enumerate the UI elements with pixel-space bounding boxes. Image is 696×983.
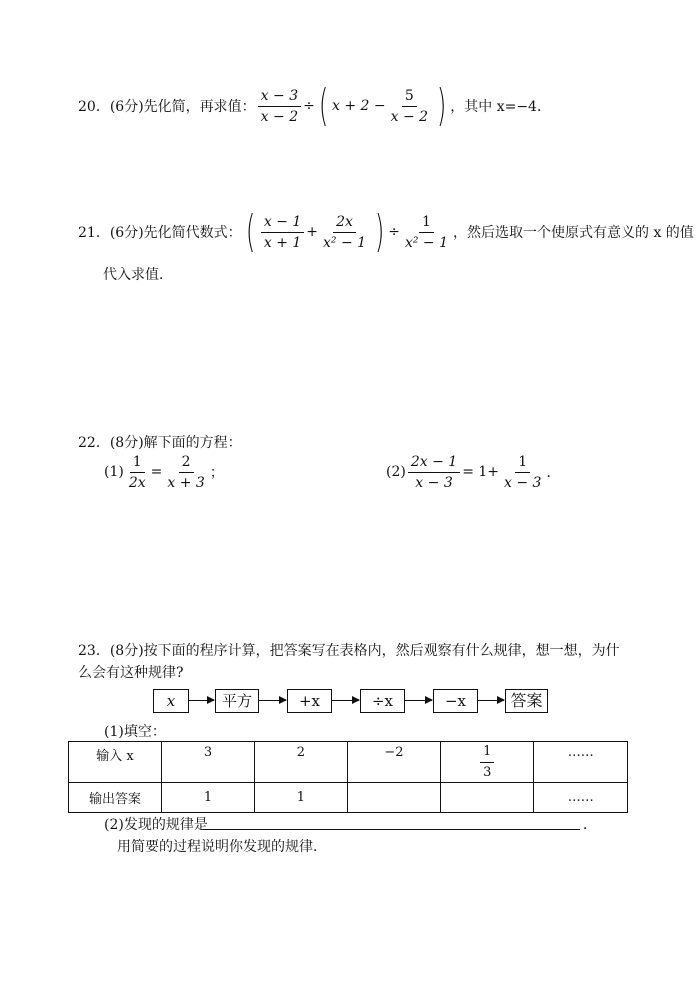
answer-blank-line[interactable] [203,829,580,830]
part-label: (1) [104,464,124,480]
flow-box-square: 平方 [215,689,259,713]
denominator: 3 [483,764,492,780]
answer-table [68,741,628,813]
question-tail: ，其中 x=−4． [450,99,551,115]
denominator: 2x [128,474,146,491]
row-header-input: 输入 x [69,742,162,783]
flow-arrow [259,700,286,701]
subquestion-1: (1)填空： [104,724,166,740]
flow-arrow [332,700,359,701]
fraction [408,454,460,491]
question-23-line1 [78,640,620,660]
flow-box-add-x: +x [287,689,332,713]
equation-end: ． [546,465,561,481]
numerator: 1 [419,214,434,233]
table-cell-ellipsis: …… [534,783,628,813]
answer-blank-cell[interactable] [347,783,440,813]
fraction [164,454,207,491]
flow-arrow [405,700,432,701]
equation-end: ； [209,465,224,481]
denominator: x + 3 [167,474,205,491]
numerator: x − 3 [258,88,301,107]
numerator: 2 [179,454,194,473]
table-cell: 3 [162,742,255,783]
table-cell-ellipsis: …… [534,742,628,783]
flow-arrow [189,700,214,701]
fraction [126,454,149,491]
left-paren: ( [318,80,329,131]
right-paren: ) [436,80,447,131]
table-row-input [69,742,628,783]
right-paren: ) [374,206,385,257]
fraction [388,88,431,125]
question-21-line2: 代入求值． [103,267,173,283]
table-cell-fraction [441,742,534,783]
fraction [258,88,301,125]
fraction [480,744,494,781]
question-number: 20． [78,99,110,115]
denominator: x − 2 [390,108,429,125]
denominator: x² − 1 [323,234,367,251]
question-number: 23． [78,643,110,659]
subquestion-3: 用简要的过程说明你发现的规律． [117,839,327,855]
denominator: x − 3 [504,474,542,491]
table-cell: 1 [162,783,255,813]
question-23-line2: 么会有这种规律? [78,665,184,681]
question-tail: ，然后选取一个使原式有意义的 x 的值 [453,225,694,241]
answer-blank-cell[interactable] [441,783,534,813]
numerator: x − 1 [261,214,304,233]
table-row-output [69,783,628,813]
question-number: 21． [78,225,110,241]
fraction [261,214,304,251]
numerator: 1 [130,454,145,473]
flow-arrow [478,700,504,701]
numerator: 5 [402,88,417,107]
numerator: 2x − 1 [408,454,460,473]
denominator: x − 3 [415,474,453,491]
table-cell: 2 [254,742,347,783]
denominator: x² − 1 [404,234,449,251]
numerator: 1 [480,744,494,763]
question-22-heading [78,432,242,452]
equals-sign: = 1+ [462,464,500,480]
question-21 [78,206,694,257]
denominator: x − 2 [260,108,299,125]
table-cell: 1 [254,783,347,813]
divide-sign: ÷ [303,98,315,114]
question-intro: (6分)先化简代数式： [109,225,242,241]
fraction [320,214,369,251]
flow-box-input: x [153,689,189,713]
question-intro: (8分)解下面的方程： [109,435,242,451]
flow-box-subtract-x: −x [433,689,478,713]
flow-box-divide-x: ÷x [360,689,405,713]
equation-2 [386,452,560,492]
subquestion-2: (2)发现的规律是 [104,817,208,833]
question-text: (8分)按下面的程序计算，把答案写在表格内，然后观察有什么规律，想一想，为什 [109,643,620,659]
numerator: 1 [515,454,530,473]
left-paren: ( [245,206,255,257]
plus-sign: + [306,224,319,240]
numerator: 2x [333,214,356,233]
equals-sign: = [150,464,163,480]
divide-sign: ÷ [388,224,400,240]
question-intro: (6分)先化简，再求值： [109,99,256,115]
question-20 [78,80,551,131]
equation-1 [104,452,224,492]
denominator: x + 1 [263,234,302,251]
question-number: 22． [78,435,110,451]
fraction [402,214,451,251]
flow-box-answer: 答案 [505,689,548,713]
expression-lead: x + 2 − [332,98,386,114]
row-header-output: 输出答案 [69,783,162,813]
table-cell: −2 [347,742,440,783]
fraction [501,454,544,491]
subquestion-2-end: ． [583,817,597,833]
part-label: (2) [386,464,406,480]
